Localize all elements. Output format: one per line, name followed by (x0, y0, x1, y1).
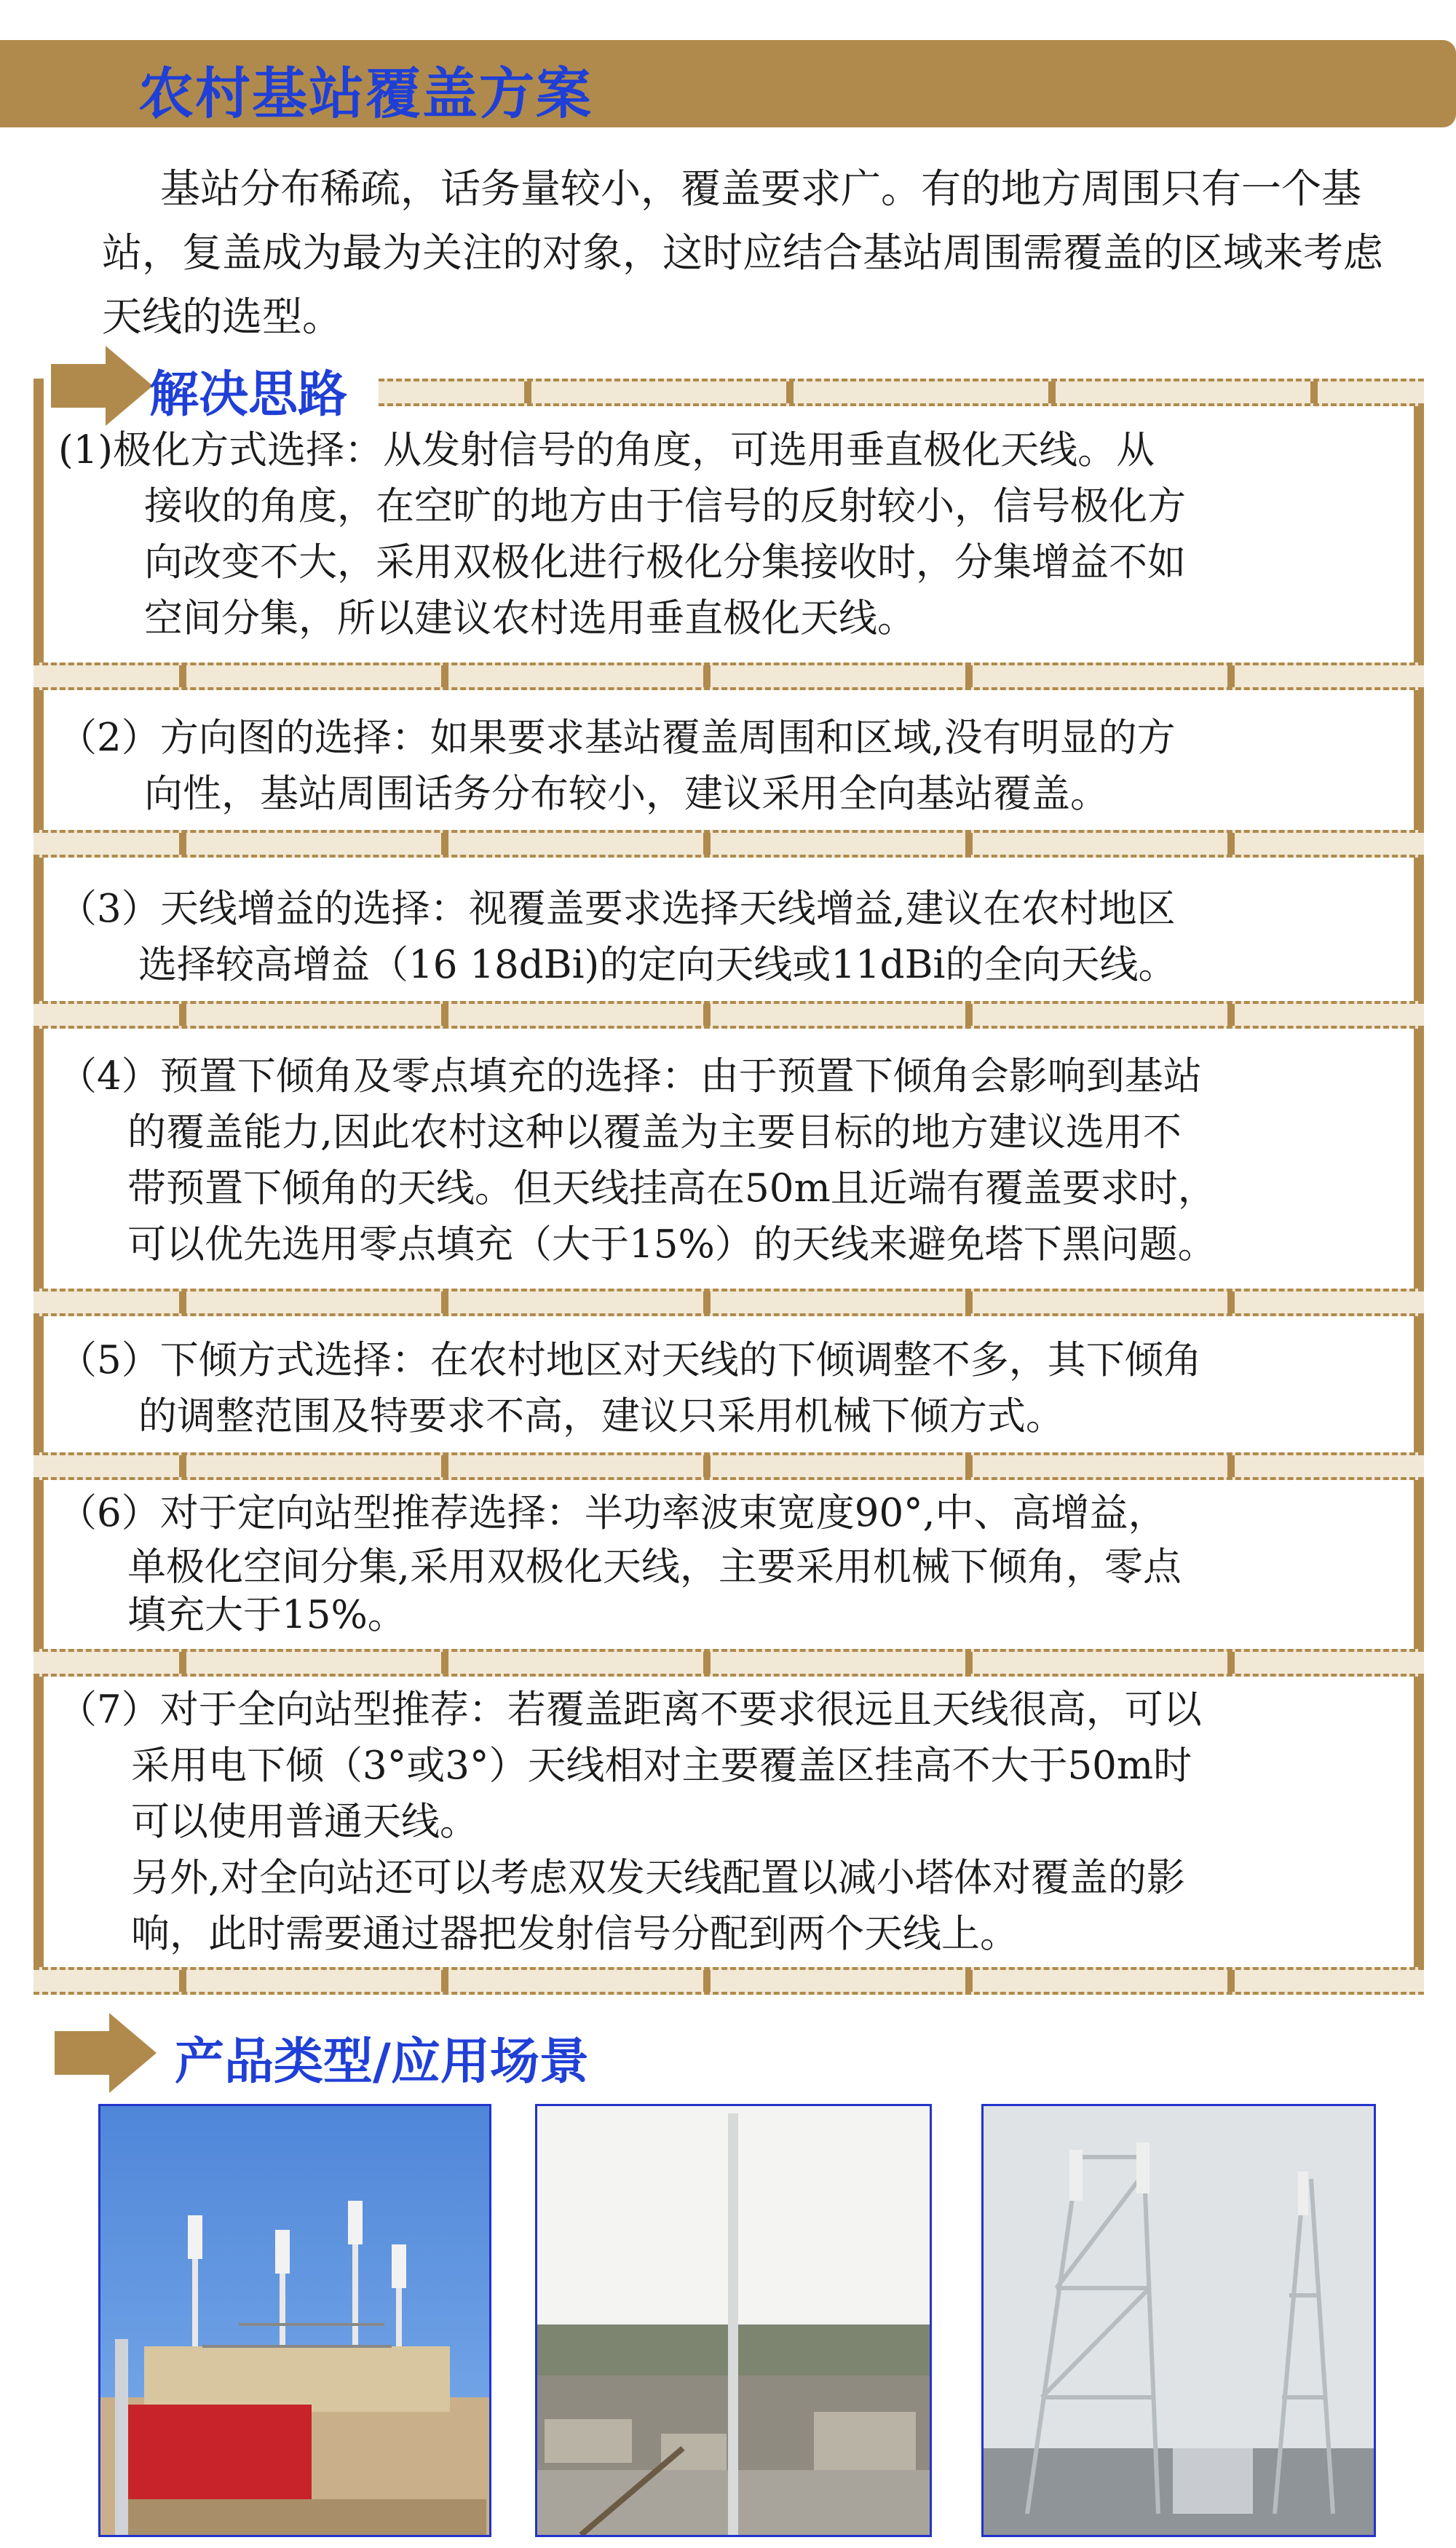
divider (33, 662, 1424, 690)
divider-segment (965, 1291, 973, 1313)
tower-antenna-image (984, 2106, 1374, 2535)
divider-segment (441, 665, 448, 687)
item-number: （6） (58, 1491, 160, 1535)
solution-item-3 (58, 881, 1405, 993)
item-line: 下倾方式选择：在农村地区对天线的下倾调整不多，其下倾角 (159, 1338, 1202, 1382)
item-line: 单极化空间分集,采用双极化天线，主要采用机械下倾角，零点 (127, 1545, 1182, 1589)
photo-tower-antennas (981, 2104, 1376, 2537)
item-line: 方向图的选择：如果要求基站覆盖周围和区域,没有明显的方 (159, 716, 1176, 760)
divider-segment (441, 1970, 448, 1992)
products-heading: 产品类型/应用场景 (175, 2033, 589, 2091)
intro-paragraph: 基站分布稀疏，话务量较小，覆盖要求广。有的地方周围只有一个基站，复盖成为最为关注的对象，这时应结合基站周围需覆盖的区域来考虑天线的选型。 (102, 165, 1384, 340)
item-line: 选择较高增益（16 18dBi)的定向天线或11dBi的全向天线。 (138, 943, 1177, 987)
item-number: （4） (58, 1054, 160, 1099)
item-line: 可以优先选用零点填充（大于15%）的天线来避免塔下黑问题。 (127, 1222, 1216, 1267)
item-line: 对于全向站型推荐：若覆盖距离不要求很远且天线很高，可以 (159, 1688, 1202, 1732)
item-line: 带预置下倾角的天线。但天线挂高在50m且近端有覆盖要求时， (127, 1166, 1216, 1211)
divider-segment (179, 833, 186, 855)
divider-segment (965, 665, 973, 687)
divider-segment (441, 833, 448, 855)
solution-heading: 解决思路 (149, 366, 348, 424)
pole-antenna-image (537, 2106, 930, 2535)
divider (33, 1452, 1424, 1480)
item-line: 另外,对全向站还可以考虑双发天线配置以减小塔体对覆盖的影 (131, 1856, 1185, 1900)
solution-item-5 (58, 1332, 1405, 1444)
solution-item-6 (58, 1485, 1405, 1637)
divider-segment (703, 1004, 711, 1026)
divider (33, 1289, 1424, 1316)
divider-segment (1227, 1291, 1235, 1313)
item-line: 的调整范围及特要求不高，建议只采用机械下倾方式。 (138, 1394, 1064, 1439)
divider-segment (786, 381, 794, 403)
divider-segment (1227, 1652, 1235, 1674)
divider-segment (179, 665, 186, 687)
item-number: （5） (58, 1338, 160, 1382)
divider-segment (1227, 1970, 1235, 1992)
item-line: 预置下倾角及零点填充的选择：由于预置下倾角会影响到基站 (159, 1054, 1202, 1099)
divider-segment (1310, 381, 1318, 403)
divider-segment (703, 665, 711, 687)
divider-segment (703, 1652, 711, 1674)
divider-segment (1227, 833, 1235, 855)
solution-item-1 (58, 422, 1405, 646)
item-line: 的覆盖能力,因此农村这种以覆盖为主要目标的地方建议选用不 (127, 1110, 1182, 1155)
divider-segment (441, 1455, 448, 1477)
divider-segment (441, 1652, 448, 1674)
item-line: 可以使用普通天线。 (131, 1800, 478, 1844)
solution-item-4 (58, 1048, 1405, 1273)
divider-segment (703, 833, 711, 855)
divider (33, 1967, 1424, 1995)
photo-pole-antenna (535, 2104, 932, 2537)
divider-segment (441, 1291, 448, 1313)
solution-item-2 (58, 710, 1405, 822)
divider (33, 1001, 1424, 1029)
divider-segment (441, 1004, 448, 1026)
photo-rooftop-antennas (98, 2104, 491, 2537)
item-line: 空间分集，所以建议农村选用垂直极化天线。 (144, 596, 916, 641)
divider-segment (703, 1970, 711, 1992)
item-number: (1) (58, 428, 114, 472)
page-title: 农村基站覆盖方案 (138, 61, 593, 126)
item-line: 对于定向站型推荐选择：半功率波束宽度90°,中、高增益， (159, 1491, 1167, 1535)
item-line: 极化方式选择：从发射信号的角度，可选用垂直极化天线。从 (113, 428, 1155, 472)
solution-item-7 (58, 1682, 1405, 1962)
item-number: （3） (58, 887, 160, 931)
divider-segment (965, 1455, 973, 1477)
divider-segment (965, 1970, 973, 1992)
rooftop-antenna-image (100, 2106, 489, 2535)
divider-segment (965, 1004, 973, 1026)
divider-segment (703, 1291, 711, 1313)
arrow-icon (55, 2013, 157, 2093)
item-line: 填充大于15%。 (127, 1593, 406, 1637)
divider-segment (965, 1652, 973, 1674)
divider-segment (179, 1004, 186, 1026)
divider (379, 379, 1424, 406)
divider-segment (1227, 1455, 1235, 1477)
item-line: 响，此时需要通过器把发射信号分配到两个天线上。 (131, 1912, 1018, 1956)
item-number: （2） (58, 716, 160, 760)
item-line: 天线增益的选择：视覆盖要求选择天线增益,建议在农村地区 (159, 887, 1176, 931)
divider-segment (1227, 665, 1235, 687)
divider-segment (524, 381, 531, 403)
divider (33, 1649, 1424, 1677)
divider (33, 830, 1424, 858)
divider-segment (965, 833, 973, 855)
divider-segment (179, 1291, 186, 1313)
divider-segment (179, 1970, 186, 1992)
divider-segment (179, 1455, 186, 1477)
divider-segment (1227, 1004, 1235, 1026)
divider-segment (1048, 381, 1056, 403)
divider-segment (703, 1455, 711, 1477)
item-line: 采用电下倾（3°或3°）天线相对主要覆盖区挂高不大于50m时 (131, 1744, 1192, 1788)
item-line: 向性，基站周围话务分布较小，建议采用全向基站覆盖。 (144, 772, 1109, 816)
item-line: 接收的角度，在空旷的地方由于信号的反射较小，信号极化方 (144, 484, 1186, 529)
divider-segment (179, 1652, 186, 1674)
item-number: （7） (58, 1688, 160, 1732)
item-line: 向改变不大，采用双极化进行极化分集接收时，分集增益不如 (144, 540, 1186, 585)
